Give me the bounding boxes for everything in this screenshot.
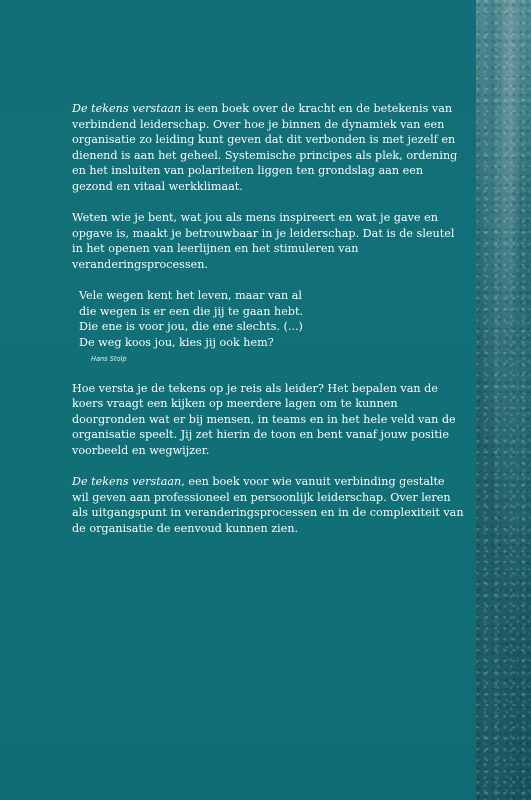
- book-title-italic: De tekens verstaan: [72, 102, 182, 115]
- poem-line: Vele wegen kent het leven, maar van al: [79, 289, 303, 303]
- spine-texture-speckle: [476, 0, 531, 800]
- poem-line: De weg koos jou, kies jij ook hem?: [79, 335, 274, 349]
- blurb-paragraph-2: Weten wie je bent, wat jou als mens inspireert en wat je gave en opgave is, maakt je betrouwbaar in je leiderschap. Dat is de sleutel in het openen van leerlijnen en het stimuleren van veranderingsprocessen.: [72, 211, 455, 271]
- poem-quote: [79, 288, 464, 364]
- spine-texture-strip: [476, 0, 531, 800]
- poem-line: die wegen is er een die jij te gaan hebt.: [79, 304, 304, 318]
- poem-line: Die ene is voor jou, die ene slechts. (...): [79, 320, 303, 334]
- blurb-text-block: [72, 101, 464, 552]
- blurb-paragraph-3: Hoe versta je de tekens op je reis als leider? Het bepalen van de koers vraagt een kijken op meerdere lagen om te kunnen doorgronden wat er bij mensen, in teams en in het hele veld van de organisatie speelt. Jij zet hierin de toon en bent vanaf jouw positie voorbeeld en wegwijzer.: [72, 381, 456, 457]
- blurb-paragraph-1-text: is een boek over de kracht en de betekenis van verbindend leiderschap. Over hoe je binnen de dynamiek van een organisatie zo leiding kunt geven dat dit verbonden is met jezelf en dienend is aan het geheel. Systemische principes als plek, ordening en het insluiten van polariteiten liggen ten grondslag aan een gezond en vitaal werkklimaat.: [72, 102, 458, 193]
- poem-author: Hans Stolp: [91, 354, 127, 363]
- blurb-paragraph-1: [72, 101, 464, 195]
- blurb-paragraph-4: [72, 474, 464, 536]
- book-title-italic: De tekens verstaan: [72, 475, 182, 489]
- blurb-paragraph-4-text: , een boek voor wie vanuit verbinding gestalte wil geven aan professioneel en persoonlijk leiderschap. Over leren als uitgangspunt in veranderingsprocessen en in de complexiteit van de organisatie de eenvoud kunnen zien.: [72, 475, 464, 535]
